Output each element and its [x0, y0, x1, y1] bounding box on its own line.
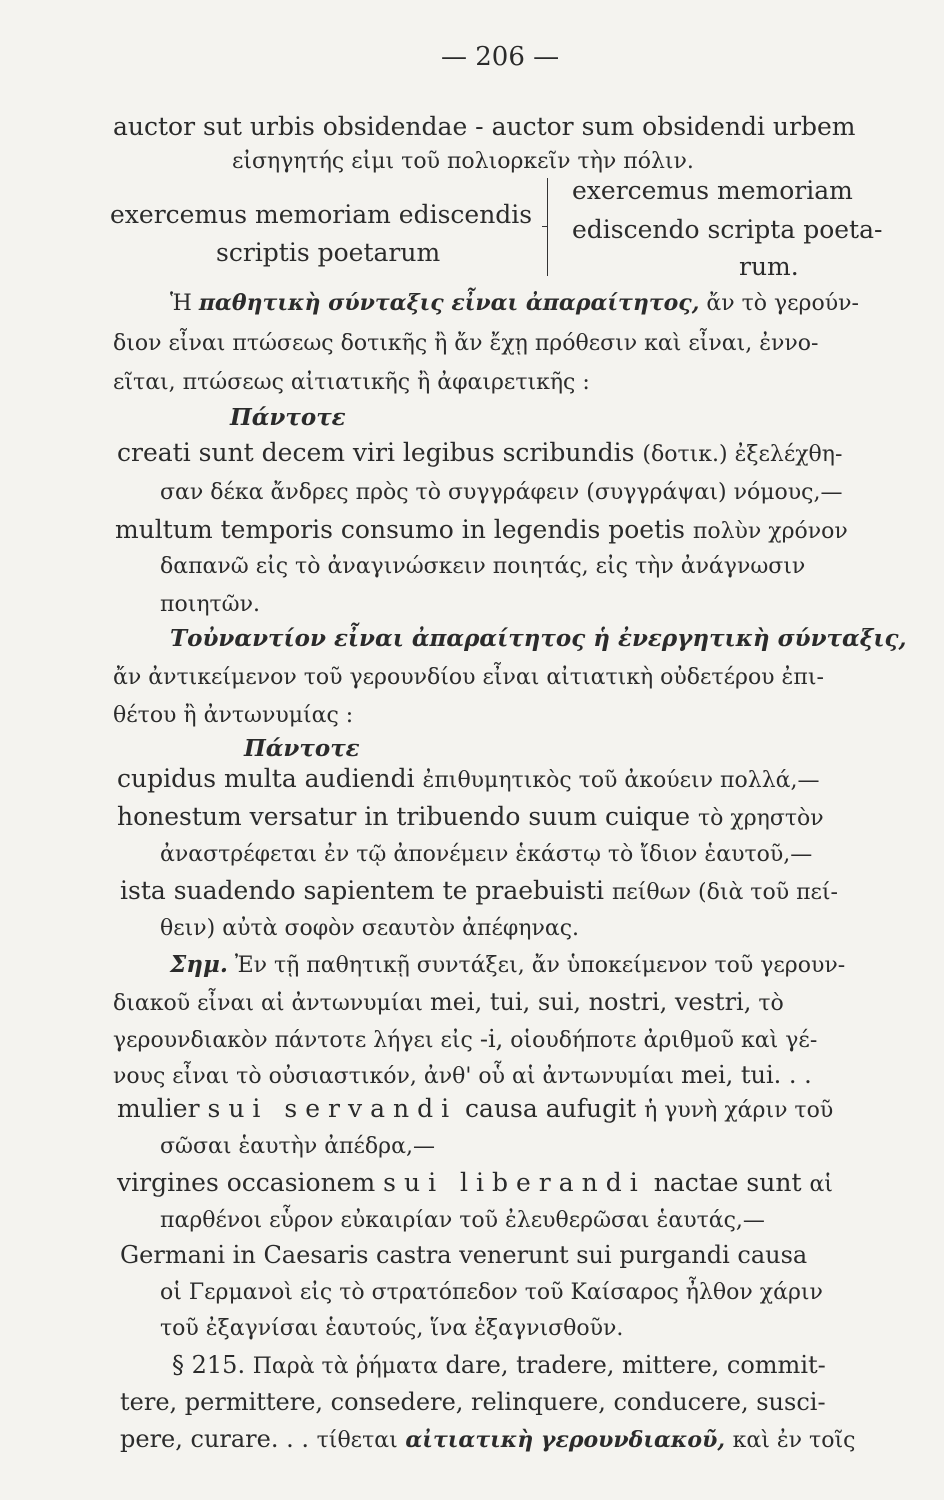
- note-line: [113, 987, 784, 1019]
- section-line: [172, 1350, 826, 1382]
- greek-text: τίθεται: [316, 1428, 398, 1453]
- translation-line: ἀναστρέφεται ἐν τῷ ἀπονέμειν ἑκάστῳ τὸ ἴδιον ἑαυτοῦ,—: [160, 842, 813, 867]
- latin-text: cupidus multa audiendi: [117, 764, 415, 793]
- example-line: auctor sut urbis obsidendae - auctor sum obsidendi urbem: [113, 112, 856, 141]
- translation-line: τοῦ ἐξαγνίσαι ἑαυτούς, ἵνα ἐξαγνισθοῦν.: [160, 1316, 624, 1341]
- latin-text: -i,: [479, 1025, 504, 1053]
- text: Ἡ: [170, 291, 192, 316]
- text: γερουνδιακὸν πάντοτε λήγει εἰς: [113, 1028, 473, 1053]
- example-line: Germani in Caesaris castra venerunt sui purgandi causa: [120, 1241, 808, 1269]
- latin-text: multum temporis consumo in legendis poetis: [115, 515, 685, 544]
- latin-text: mei, tui. . .: [680, 1061, 812, 1089]
- translation-line: σαν δέκα ἄνδρες πρὸς τὸ συγγράφειν (συγγράψαι) νόμους,—: [160, 480, 843, 505]
- latin-text: pere, curare. . .: [120, 1425, 309, 1453]
- example-line: [117, 1168, 833, 1200]
- paragraph-heading: Τοὐναντίον εἶναι ἀπαραίτητος ἡ ἐνεργητικὴ σύνταξις,: [170, 625, 907, 652]
- greek-text: πολὺν χρόνον: [692, 519, 848, 544]
- greek-text: αἱ: [809, 1172, 833, 1197]
- greek-text: Παρὰ τὰ ῥήματα: [252, 1354, 438, 1379]
- spaced-latin-text: sui liberandi: [383, 1168, 646, 1197]
- translation-line: δαπανῶ εἰς τὸ ἀναγινώσκειν ποιητάς, εἰς τὴν ἀνάγνωσιν: [160, 554, 806, 579]
- note-label: Σημ.: [170, 951, 228, 978]
- latin-text: virgines occasionem: [117, 1168, 376, 1197]
- section-line: tere, permittere, consedere, relinquere, conducere, susci-: [120, 1388, 826, 1416]
- example-line: exercemus memoriam ediscendis: [110, 200, 533, 229]
- spaced-latin-text: sui servandi: [207, 1094, 458, 1123]
- example-line: [115, 515, 848, 547]
- text: ἄν τὸ γερούν-: [706, 291, 859, 316]
- example-line: [117, 438, 842, 470]
- latin-text: mei, tui, sui, nostri, vestri,: [429, 988, 752, 1016]
- emphasis: αἰτιατικὴ γερουνδιακοῦ,: [405, 1427, 725, 1453]
- text: οἱουδήποτε ἀριθμοῦ καὶ γέ-: [510, 1028, 818, 1053]
- paragraph-line: ἄν ἀντικείμενον τοῦ γερουνδίου εἶναι αἰτιατικὴ οὐδετέρου ἐπι-: [113, 665, 824, 690]
- emphasis: παθητικὴ σύνταξις εἶναι ἀπαραίτητος,: [198, 290, 700, 316]
- example-line: [120, 876, 838, 908]
- greek-text: (δοτικ.) ἐξελέχθη-: [642, 442, 843, 467]
- paragraph-line: θέτου ἢ ἀντωνυμίας :: [113, 703, 354, 728]
- brace: [547, 178, 558, 276]
- heading: Πάντοτε: [244, 735, 360, 762]
- text: τὸ: [758, 991, 784, 1016]
- note-line: [113, 1024, 817, 1056]
- translation-line: ποιητῶν.: [160, 592, 260, 617]
- translation-line: σῶσαι ἑαυτὴν ἀπέδρα,—: [160, 1134, 435, 1159]
- translation-line: εἰσηγητής εἰμι τοῦ πολιορκεῖν τὴν πόλιν.: [232, 149, 694, 174]
- paragraph-line: εῖται, πτώσεως αἰτιατικῆς ἢ ἀφαιρετικῆς :: [113, 370, 590, 395]
- example-line: scriptis poetarum: [216, 238, 441, 267]
- example-line: rum.: [739, 252, 799, 281]
- example-line: [117, 802, 824, 834]
- latin-text: mulier: [117, 1094, 200, 1123]
- paragraph-line: [170, 288, 859, 319]
- example-line: [117, 764, 819, 796]
- heading: Πάντοτε: [230, 404, 346, 431]
- section-line: [120, 1424, 855, 1456]
- text: Ἐν τῇ παθητικῇ συντάξει, ἄν ὑποκείμενον τοῦ γερουν-: [234, 953, 846, 978]
- latin-text: honestum versatur in tribuendo suum cuique: [117, 802, 691, 831]
- latin-text: dare, tradere, mittere, commit-: [445, 1351, 826, 1379]
- greek-text: πείθων (διὰ τοῦ πεί-: [611, 880, 838, 905]
- greek-text: ἡ γυνὴ χάριν τοῦ: [644, 1098, 834, 1123]
- latin-text: causa aufugit: [465, 1094, 637, 1123]
- translation-line: οἱ Γερμανοὶ εἰς τὸ στρατόπεδον τοῦ Καίσαρος ἦλθον χάριν: [160, 1280, 823, 1305]
- greek-text: ἐπιθυμητικὸς τοῦ ἀκούειν πολλά,—: [422, 768, 820, 793]
- text: νους εἶναι τὸ οὐσιαστικόν, ἀνθ' οὗ αἱ ἀντωνυμίαι: [113, 1064, 674, 1089]
- note-line: [170, 950, 845, 981]
- example-line: exercemus memoriam: [572, 176, 853, 205]
- section-number: § 215.: [172, 1351, 246, 1379]
- latin-text: ista suadendo sapientem te praebuisti: [120, 876, 604, 905]
- latin-text: nactae sunt: [653, 1168, 802, 1197]
- paragraph-line: διον εἶναι πτώσεως δοτικῆς ἢ ἄν ἔχῃ πρόθεσιν καὶ εἶναι, ἐννο-: [113, 331, 819, 356]
- page-number: — 206 —: [441, 42, 560, 72]
- text: διακοῦ εἶναι αἱ ἀντωνυμίαι: [113, 991, 423, 1016]
- latin-text: creati sunt decem viri legibus scribundis: [117, 438, 635, 467]
- example-line: [117, 1094, 833, 1126]
- greek-text: καὶ ἐν τοῖς: [732, 1428, 856, 1453]
- example-line: ediscendo scripta poeta-: [572, 215, 883, 244]
- note-line: [113, 1060, 812, 1092]
- greek-text: τὸ χρηστὸν: [698, 806, 824, 831]
- translation-line: παρθένοι εὗρον εὐκαιρίαν τοῦ ἐλευθερῶσαι ἑαυτάς,—: [160, 1208, 765, 1233]
- translation-line: θειν) αὐτὰ σοφὸν σεαυτὸν ἀπέφηνας.: [160, 916, 580, 941]
